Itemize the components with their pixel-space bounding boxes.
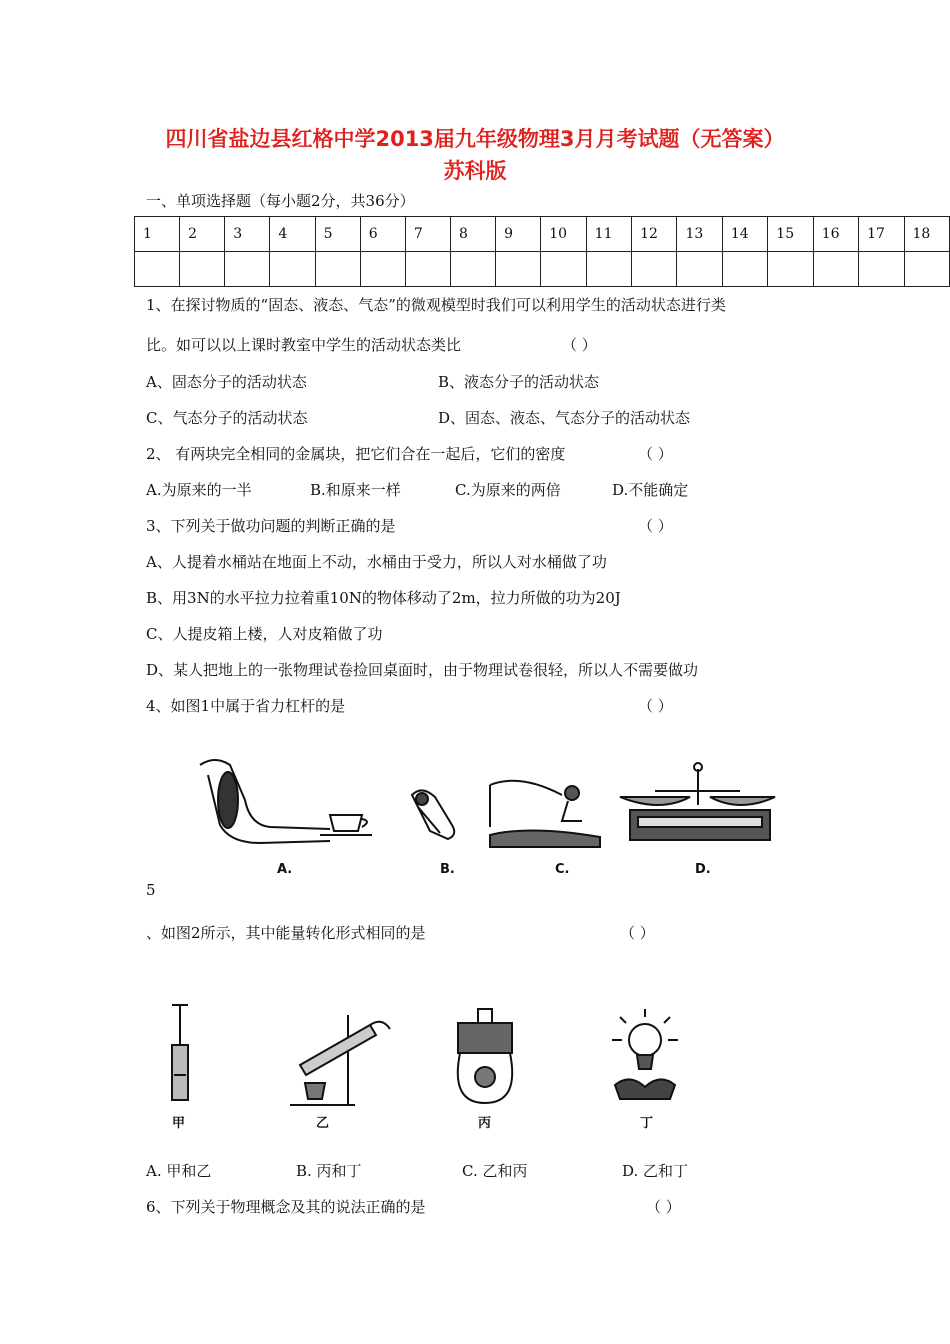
fishing-rod-illustration	[490, 781, 600, 847]
question-2-option-b: B.和原来一样	[310, 481, 401, 499]
section-heading: 一、单项选择题（每小题2分，共36分）	[146, 192, 415, 210]
answer-number-cell: 18	[904, 217, 949, 252]
figure-1-label-d: D.	[695, 862, 711, 877]
answer-blank-cell	[135, 252, 180, 287]
question-4-answer-blank: （ ）	[638, 697, 673, 715]
figure-1-label-c: C.	[555, 862, 570, 877]
answer-number-cell: 9	[496, 217, 541, 252]
answer-blank-cell	[270, 252, 315, 287]
answer-blank-cell	[632, 252, 677, 287]
answer-blank-cell	[315, 252, 360, 287]
question-6-answer-blank: （ ）	[646, 1198, 681, 1216]
answer-blank-cell	[677, 252, 722, 287]
answer-blank-cell	[541, 252, 586, 287]
question-2-text: 2、 有两块完全相同的金属块，把它们合在一起后，它们的密度	[146, 445, 566, 463]
question-5-number: 5	[146, 881, 156, 899]
question-5-option-b: B. 丙和丁	[296, 1162, 362, 1180]
answer-blank-cell	[813, 252, 858, 287]
answer-number-cell: 5	[315, 217, 360, 252]
figure-1-label-b: B.	[440, 862, 455, 877]
answer-number-cell: 3	[225, 217, 270, 252]
answer-number-cell: 10	[541, 217, 586, 252]
question-3-option-d: D、某人把地上的一张物理试卷捡回桌面时，由于物理试卷很轻，所以人不需要做功	[146, 661, 699, 679]
question-5-answer-blank: （ ）	[620, 924, 655, 942]
question-3-option-a: A、人提着水桶站在地面上不动，水桶由于受力，所以人对水桶做了功	[146, 553, 607, 571]
answer-blank-cell	[722, 252, 767, 287]
page-title: 四川省盐边县红格中学2013届九年级物理3月月考试题（无答案）	[165, 127, 785, 151]
question-3-answer-blank: （ ）	[638, 517, 673, 535]
answer-blank-row	[135, 252, 950, 287]
air-pump-illustration	[172, 1005, 188, 1100]
question-3-option-b: B、用3N的水平拉力拉着重10N的物体移动了2m，拉力所做的功为20J	[146, 589, 621, 607]
question-5-option-d: D. 乙和丁	[622, 1162, 689, 1180]
answer-blank-cell	[360, 252, 405, 287]
question-3-text: 3、下列关于做功问题的判断正确的是	[146, 517, 396, 535]
answer-number-cell: 6	[360, 217, 405, 252]
answer-blank-cell	[496, 252, 541, 287]
question-1-option-d: D、固态、液态、气态分子的活动状态	[438, 409, 691, 427]
answer-table	[134, 216, 950, 287]
answer-blank-cell	[180, 252, 225, 287]
question-5-option-c: C. 乙和丙	[462, 1162, 528, 1180]
balance-scale-illustration	[620, 763, 775, 840]
arm-lever-illustration	[200, 760, 372, 843]
question-1-option-c: C、气态分子的活动状态	[146, 409, 308, 427]
question-1-option-b: B、液态分子的活动状态	[438, 373, 600, 391]
answer-blank-cell	[859, 252, 904, 287]
question-4-text: 4、如图1中属于省力杠杆的是	[146, 697, 346, 715]
answer-blank-cell	[586, 252, 631, 287]
figure-1	[190, 755, 790, 855]
question-1-text-cont: 比。如可以以上课时教室中学生的活动状态类比	[146, 336, 462, 354]
figure-2-label-yi: 乙	[316, 1116, 330, 1131]
figure-2	[160, 995, 720, 1110]
question-3-option-c: C、人提皮箱上楼，人对皮箱做了功	[146, 625, 383, 643]
tweezers-lever-illustration	[412, 790, 454, 839]
answer-number-cell: 16	[813, 217, 858, 252]
answer-blank-cell	[405, 252, 450, 287]
question-1-text: 1、在探讨物质的“固态、液态、气态”的微观模型时我们可以利用学生的活动状态进行类	[146, 296, 726, 314]
answer-number-cell: 2	[180, 217, 225, 252]
answer-number-row	[135, 217, 950, 252]
answer-number-cell: 4	[270, 217, 315, 252]
question-5-text: 、如图2所示，其中能量转化形式相同的是	[146, 924, 426, 942]
light-bulb-illustration	[612, 1009, 678, 1099]
answer-blank-cell	[768, 252, 813, 287]
question-1-option-a: A、固态分子的活动状态	[146, 373, 307, 391]
answer-number-cell: 14	[722, 217, 767, 252]
question-6-text: 6、下列关于物理概念及其的说法正确的是	[146, 1198, 426, 1216]
answer-number-cell: 12	[632, 217, 677, 252]
figure-2-label-ding: 丁	[640, 1116, 654, 1131]
answer-number-cell: 17	[859, 217, 904, 252]
answer-number-cell: 15	[768, 217, 813, 252]
figure-2-label-bing: 丙	[478, 1116, 492, 1131]
question-2-option-a: A.为原来的一半	[146, 481, 252, 499]
answer-blank-cell	[450, 252, 495, 287]
figure-2-drawings	[160, 995, 720, 1110]
figure-1-drawings	[190, 755, 790, 855]
heated-test-tube-illustration	[290, 1015, 390, 1105]
answer-blank-cell	[225, 252, 270, 287]
answer-number-cell: 1	[135, 217, 180, 252]
answer-number-cell: 7	[405, 217, 450, 252]
question-1-answer-blank: （ ）	[562, 336, 597, 354]
answer-number-cell: 8	[450, 217, 495, 252]
question-2-option-c: C.为原来的两倍	[455, 481, 561, 499]
figure-2-label-jia: 甲	[172, 1116, 186, 1131]
answer-number-cell: 13	[677, 217, 722, 252]
answer-blank-cell	[904, 252, 949, 287]
figure-1-label-a: A.	[277, 862, 293, 877]
question-5-option-a: A. 甲和乙	[146, 1162, 212, 1180]
question-2-option-d: D.不能确定	[612, 481, 689, 499]
engine-cylinder-illustration	[458, 1009, 512, 1103]
answer-number-cell: 11	[586, 217, 631, 252]
question-2-answer-blank: （ ）	[638, 445, 673, 463]
page-subtitle: 苏科版	[443, 159, 507, 183]
